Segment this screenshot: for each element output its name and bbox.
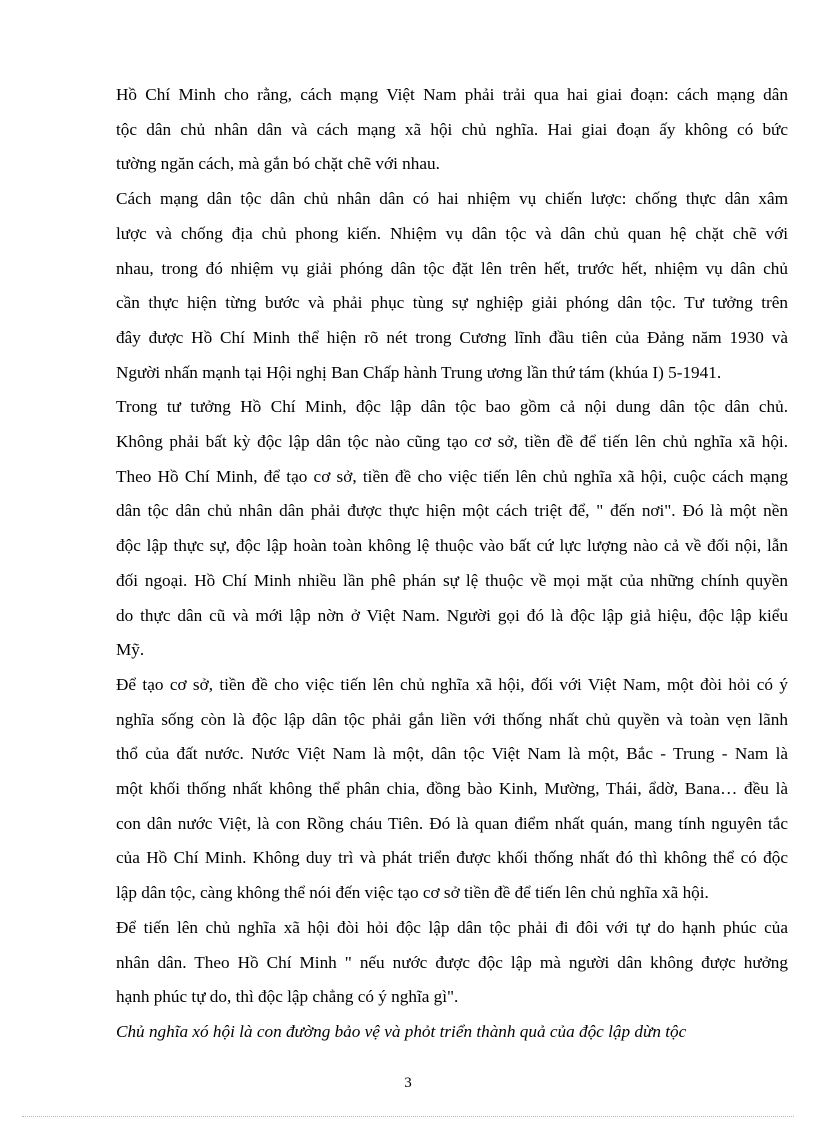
section-heading-italic bbox=[116, 1015, 788, 1050]
text-line: lập dân tộc, càng không thể nói đến việc tạo cơ sở tiền đề để tiến lên chủ nghĩa xã hội. bbox=[116, 883, 709, 903]
text-line: Mỹ. bbox=[116, 640, 145, 660]
document-body bbox=[116, 78, 788, 1050]
text-line: Để tạo cơ sở, tiền đề cho việc tiến lên chủ nghĩa xã hội, đối với Việt Nam, một đòi hỏi có ý bbox=[116, 674, 788, 694]
text-line: dân tộc dân chủ nhân dân phải được thực hiện một cách triệt để, " đến nơi". Đó là một nền bbox=[116, 501, 788, 521]
text-line: nhân dân. Theo Hồ Chí Minh " nếu nước được độc lập mà người dân không được hưởng bbox=[116, 952, 788, 972]
paragraph-two-stages bbox=[116, 78, 788, 182]
page-number: 3 bbox=[404, 1075, 412, 1091]
text-line: Chủ nghĩa xó hội là con đường bảo vệ và phỏt triển thành quả của độc lập dừn tộc bbox=[116, 1021, 687, 1041]
text-line: của Hồ Chí Minh. Không duy trì và phát triển được khối thống nhất đó thì không thể có độc bbox=[116, 848, 788, 868]
text-line: nghĩa sống còn là độc lập dân tộc phải gắn liền với thống nhất chủ quyền và toàn vẹn lãnh bbox=[116, 709, 788, 729]
text-line: cần thực hiện từng bước và phải phục tùng sự nghiệp giải phóng dân tộc. Tư tưởng trên bbox=[116, 293, 788, 313]
paragraph-freedom-happiness bbox=[116, 911, 788, 1015]
text-line: thổ của đất nước. Nước Việt Nam là một, dân tộc Việt Nam là một, Bắc - Trung - Nam là bbox=[116, 744, 788, 764]
text-line: do thực dân cũ và mới lập nờn ở Việt Nam. Người gọi đó là độc lập giả hiệu, độc lập kiểu bbox=[116, 605, 788, 625]
text-line: tường ngăn cách, mà gắn bó chặt chẽ với nhau. bbox=[116, 154, 440, 174]
text-line: Cách mạng dân tộc dân chủ nhân dân có hai nhiệm vụ chiến lược: chống thực dân xâm bbox=[116, 189, 788, 209]
text-line: lược và chống địa chủ phong kiến. Nhiệm vụ dân tộc và dân chủ quan hệ chặt chẽ với bbox=[116, 223, 788, 243]
text-line: Theo Hồ Chí Minh, để tạo cơ sở, tiền đề cho việc tiến lên chủ nghĩa xã hội, cuộc cách mạng bbox=[116, 466, 788, 486]
paragraph-national-independence bbox=[116, 390, 788, 668]
text-line: nhau, trong đó nhiệm vụ giải phóng dân tộc đặt lên trên hết, trước hết, nhiệm vụ dân chủ bbox=[116, 258, 788, 278]
text-line: Trong tư tưởng Hồ Chí Minh, độc lập dân tộc bao gồm cả nội dung dân tộc dân chủ. bbox=[116, 397, 788, 417]
text-line: con dân nước Việt, là con Rồng cháu Tiên. Đó là quan điểm nhất quán, mang tính nguyên tắc bbox=[116, 813, 788, 833]
text-line: hạnh phúc tự do, thì độc lập chẳng có ý nghĩa gì". bbox=[116, 987, 459, 1007]
text-line: Hồ Chí Minh cho rằng, cách mạng Việt Nam phải trải qua hai giai đoạn: cách mạng dân bbox=[116, 85, 788, 104]
text-line: độc lập thực sự, độc lập hoàn toàn không lệ thuộc vào bất cứ lực lượng nào cả về đối nội, lẫn bbox=[116, 536, 788, 556]
page-bottom-divider bbox=[22, 1116, 794, 1117]
paragraph-territorial-unity bbox=[116, 668, 788, 911]
text-line: một khối thống nhất không thể phân chia, đồng bào Kinh, Mường, Thái, ẩdờ, Bana… đều là bbox=[116, 779, 788, 799]
text-line: Không phải bất kỳ độc lập dân tộc nào cũng tạo cơ sở, tiền đề để tiến lên chủ nghĩa xã hội. bbox=[116, 432, 788, 452]
paragraph-strategic-tasks bbox=[116, 182, 788, 390]
text-line: tộc dân chủ nhân dân và cách mạng xã hội chủ nghĩa. Hai giai đoạn ấy không có bức bbox=[116, 119, 788, 139]
text-line: đây được Hồ Chí Minh thể hiện rõ nét trong Cương lĩnh đầu tiên của Đảng năm 1930 và bbox=[116, 327, 788, 347]
text-line: Để tiến lên chủ nghĩa xã hội đòi hỏi độc lập dân tộc phải đi đôi với tự do hạnh phúc của bbox=[116, 917, 788, 937]
text-line: Người nhấn mạnh tại Hội nghị Ban Chấp hành Trung ương lần thứ tám (khúa I) 5-1941. bbox=[116, 362, 722, 382]
text-line: đối ngoại. Hồ Chí Minh nhiều lần phê phán sự lệ thuộc về mọi mặt của những chính quyền bbox=[116, 570, 788, 590]
